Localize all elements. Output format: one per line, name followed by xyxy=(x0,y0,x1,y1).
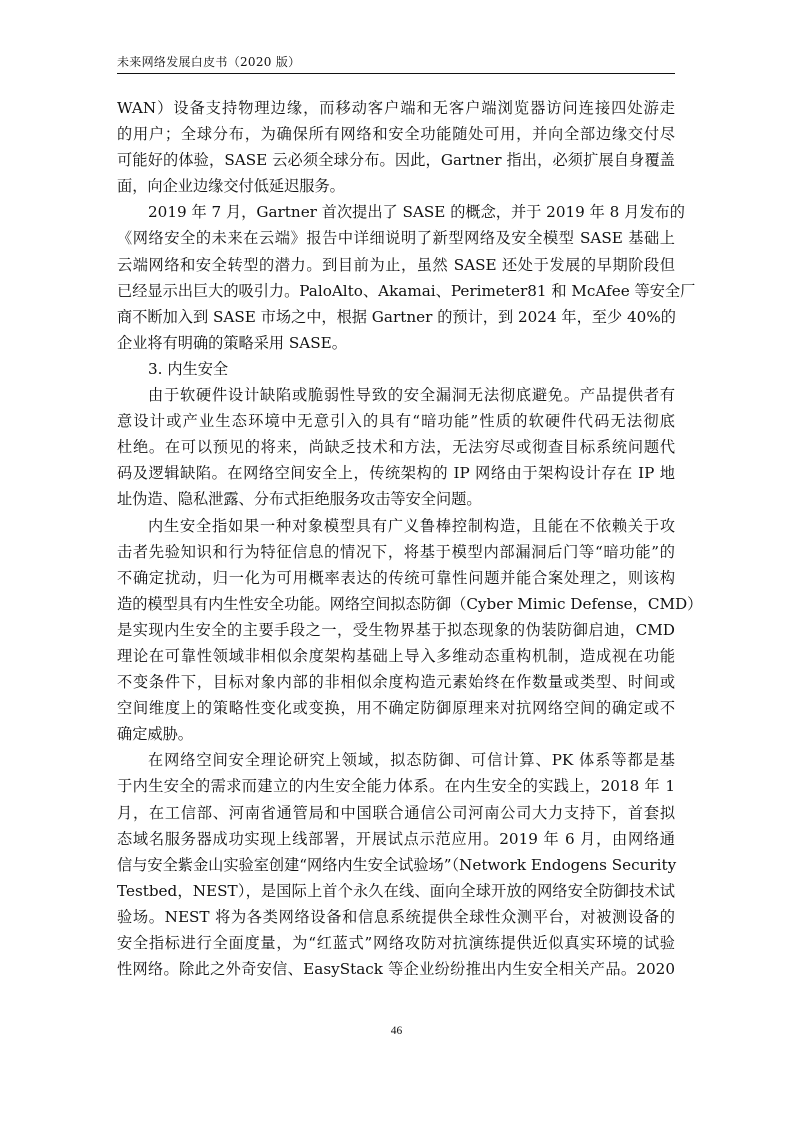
text-line: 击者先验知识和行为特征信息的情况下，将基于模型内部漏洞后门等“暗功能”的 xyxy=(117,542,675,561)
text-line: 空间维度上的策略性变化或变换，用不确定防御原理来对抗网络空间的确定或不 xyxy=(117,699,675,718)
text-line: 造的模型具有内生性安全功能。网络空间拟态防御（Cyber Mimic Defense，CMD） xyxy=(117,594,703,613)
text-line: 由于软硬件设计缺陷或脆弱性导致的安全漏洞无法彻底避免。产品提供者有 xyxy=(148,386,675,405)
paragraph-sase-continued xyxy=(117,95,675,199)
text-line: 态域名服务器成功实现上线部署，开展试点示范应用。2019 年 6 月，由网络通 xyxy=(117,829,675,848)
text-line: 月，在工信部、河南省通管局和中国联合通信公司河南公司大力支持下，首套拟 xyxy=(117,803,675,822)
paragraph-gartner-sase xyxy=(117,199,696,356)
text-line: WAN）设备支持物理边缘，而移动客户端和无客户端浏览器访问连接四处游走 xyxy=(117,99,675,117)
text-line: 商不断加入到 SASE 市场之中，根据 Gartner 的预计，到 2024 年，至少 40%的 xyxy=(117,307,676,326)
text-line: 确定威胁。 xyxy=(117,725,193,744)
text-line: 面，向企业边缘交付低延迟服务。 xyxy=(117,177,345,196)
heading-endogenous-security: 3. 内生安全 xyxy=(148,359,229,378)
text-line: 是实现内生安全的主要手段之一，受生物界基于拟态现象的伪装防御启迪，CMD xyxy=(117,620,675,639)
paragraph-practice xyxy=(117,747,675,982)
text-line: 码及逻辑缺陷。在网络空间安全上，传统架构的 IP 网络由于架构设计存在 IP 地 xyxy=(117,464,675,483)
text-line: 内生安全指如果一种对象模型具有广义鲁棒控制构造，且能在不依赖关于攻 xyxy=(148,516,675,535)
text-line: 安全指标进行全面度量，为“红蓝式”网络攻防对抗演练提供近似真实环境的试验 xyxy=(117,934,675,952)
text-line: 信与安全紫金山实验室创建“网络内生安全试验场”（Network Endogens Security xyxy=(117,855,677,874)
text-line: 的用户；全球分布，为确保所有网络和安全功能随处可用，并向全部边缘交付尽 xyxy=(117,125,675,144)
text-line: 于内生安全的需求而建立的内生安全能力体系。在内生安全的实践上，2018 年 1 xyxy=(117,777,675,796)
text-line: Testbed，NEST），是国际上首个永久在线、面向全球开放的网络安全防御技术试 xyxy=(117,881,675,900)
body-text xyxy=(117,95,703,982)
page-number: 46 xyxy=(390,1025,403,1037)
running-header xyxy=(117,52,675,74)
text-line: 2019 年 7 月，Gartner 首次提出了 SASE 的概念，并于 2019 年 8 月发布的 xyxy=(148,203,685,222)
text-line: 已经显示出巨大的吸引力。PaloAlto、Akamai、Perimeter81 和 McAfee 等安全厂 xyxy=(117,281,696,300)
text-line: 意设计或产业生态环境中无意引入的具有“暗功能”性质的软硬件代码无法彻底 xyxy=(117,412,675,431)
paragraph-vulnerabilities xyxy=(117,382,675,512)
text-line: 址伪造、隐私泄露、分布式拒绝服务攻击等安全问题。 xyxy=(117,490,482,509)
text-line: 理论在可靠性领域非相似余度架构基础上导入多维动态重构机制，造成视在功能 xyxy=(117,646,675,665)
text-line: 企业将有明确的策略采用 SASE。 xyxy=(117,333,347,352)
text-line: 在网络空间安全理论研究上领域，拟态防御、可信计算、PK 体系等都是基 xyxy=(148,751,675,770)
text-line: 《网络安全的未来在云端》报告中详细说明了新型网络及安全模型 SASE 基础上 xyxy=(117,229,675,248)
text-line: 杜绝。在可以预见的将来，尚缺乏技术和方法，无法穷尽或彻查目标系统问题代 xyxy=(117,438,675,457)
text-line: 云端网络和安全转型的潜力。到目前为止，虽然 SASE 还处于发展的早期阶段但 xyxy=(117,255,675,274)
section-heading xyxy=(117,356,675,382)
text-line: 不确定扰动，归一化为可用概率表达的传统可靠性问题并能合案处理之，则该构 xyxy=(117,568,675,587)
document-title: 未来网络发展白皮书（2020 版） xyxy=(117,55,301,69)
text-line: 验场。NEST 将为各类网络设备和信息系统提供全球性众测平台，对被测设备的 xyxy=(117,907,675,926)
paragraph-endogenous-definition xyxy=(117,513,703,748)
text-line: 可能好的体验，SASE 云必须全球分布。因此，Gartner 指出，必须扩展自身覆盖 xyxy=(117,151,675,170)
text-line: 不变条件下，目标对象内部的非相似余度构造元素始终在作数量或类型、时间或 xyxy=(117,673,675,692)
text-line: 性网络。除此之外奇安信、EasyStack 等企业纷纷推出内生安全相关产品。2020 xyxy=(117,960,675,979)
